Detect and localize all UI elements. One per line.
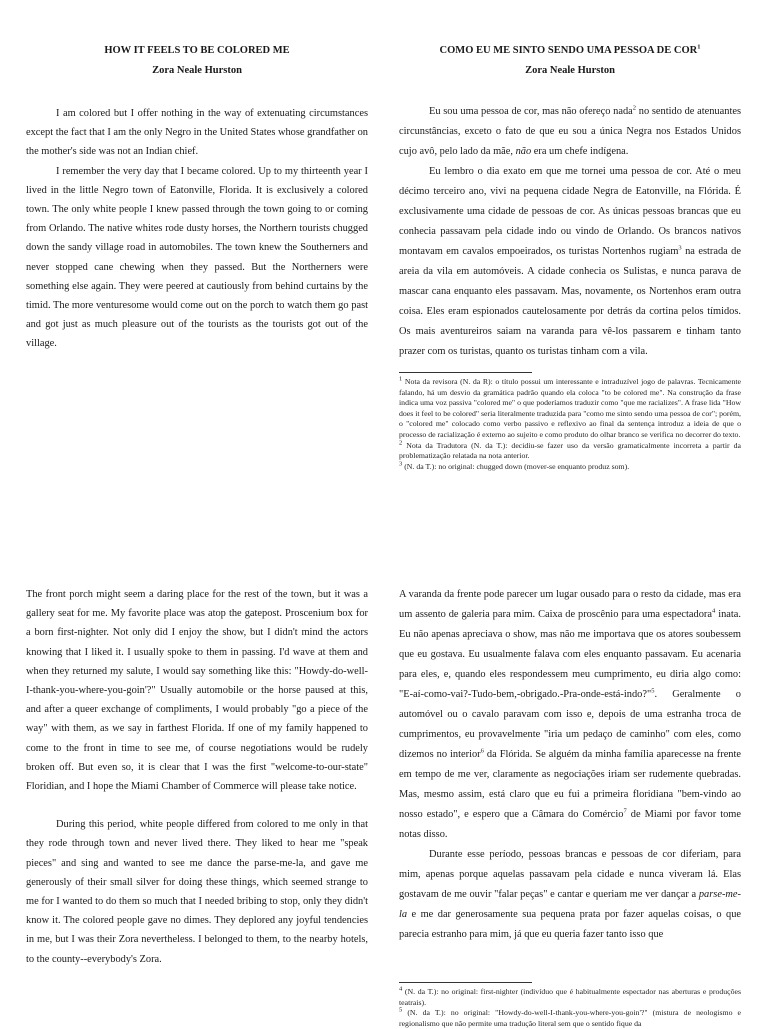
- footnote-ref-5: 5: [651, 687, 655, 695]
- footnote-2: $^2$ Nota da Tradutora (N. da T.): decidiu-se fazer uso da versão gramaticalmente incorreta a partir da problematização relatada na nota anterior.: [399, 438, 741, 461]
- portuguese-title: COMO EU ME SINTO SENDO UMA PESSOA DE COR$^1$: [439, 43, 701, 56]
- portuguese-paragraph-4: Durante esse período, pessoas brancas e pessoas de cor diferiam, para mim, apenas porque aquelas passavam pela cidade e nunca viveram lá. Elas gostavam de me ouvir "falar peças" e cantar e queriam me ver dançar a parse-me-la e me dar generosamente sua pequena prata por fazer aquelas coisas, o que parecia estranho para mim, já que eu queria fazer tanto isso que: [399, 849, 741, 940]
- footnote-4: $^4$ (N. da T.): no original: first-nighter (indivíduo que é habitualmente espectador nas aberturas e produções teatrais).: [399, 985, 741, 1007]
- footnote-ref-3: 3: [678, 244, 682, 252]
- english-paragraph-1: I am colored but I offer nothing in the way of extenuating circumstances except the fact that I am the only Negro in the United States whose grandfather on the mother's side was not an Indian chief.: [26, 108, 368, 158]
- footnote-3: $^3$ (N. da T.): no original: chugged down (mover-se enquanto produz som).: [399, 460, 630, 471]
- portuguese-column-bottom: [399, 585, 741, 945]
- footnote-ref-6: 6: [480, 747, 484, 755]
- english-paragraph-2: I remember the very day that I became colored. Up to my thirteenth year I lived in the little Negro town of Eatonville, Florida. It is exclusively a colored town. The only white people I knew passed through the town going to or coming from Orlando. The native whites rode dusty horses, the Northern tourists chugged down the sandy village road in automobiles. The town knew the Southerners and never stopped cane chewing when they passed. But the Northerners were something else again. They were peered at cautiously from behind curtains by the timid. The more venturesome would come out on the porch to watch them go past and got just as much pleasure out of the tourists as the tourists got out of the village.: [26, 165, 368, 350]
- footnote-ref-4: 4: [712, 607, 716, 615]
- portuguese-paragraph-3: A varanda da frente pode parecer um lugar ousado para o resto da cidade, mas era um assento de galeria para mim. Caixa de proscênio para uma espectadora$^4$ inata. Eu não apenas apreciava o show, mas não me importava que os atores soubessem que eu gostava. Eu usualmente falava com eles enquanto passavam. Eu acenaria para eles, e, quando eles respondessem meu cumprimento, eu diria algo como: "E-aí-como-vai?-Tudo-bem,-obrigado.-Pra-onde-está-indo?"$^5$. Geralmente o automóvel ou o cavalo paravam com isso e, depois de uma estranha troca de cumprimentos, eu provavelmente "iria um pedaço de caminho" com eles, como dizemos no interior$^6$ da Flórida. Se alguém da minha família aparecesse na frente em tempo de me ver, claramente as negociações iriam ser rudemente quebradas. Mas, mesmo assim, está claro que eu fui a primeira floridiana "bem-vindo ao nosso estado", e espero que a Câmara do Comércio$^7$ de Miami por favor tome notas disso.: [399, 589, 741, 840]
- english-title: HOW IT FEELS TO BE COLORED ME: [104, 45, 290, 56]
- footnote-1: $^1$ Nota da revisora (N. da R): o título possui um interessante e intraduzível jogo de palavras. Tecnicamente falando, há um desvio da gramática padrão quando ela coloca "to be colored me". Na construção da frase indica uma voz passiva "colored me" o que poderíamos traduzir como "que me racializes". A frase lida "How does it feel to be colored" seria literalmente traduzida para "como me sinto sendo uma pessoa de cor"; porém, o "colored me" colocado como verbo passivo e reflexivo ao final da sentença introduz a ideia de que o processo de racialização é externo ao sujeito e como produto do olhar branco se verifica no decorrer do texto.: [399, 375, 742, 439]
- footnote-ref-2: 2: [632, 104, 637, 112]
- portuguese-column-top: [399, 44, 741, 472]
- portuguese-paragraph-2: Eu lembro o dia exato em que me tornei uma pessoa de cor. Até o meu décimo terceiro ano, vivi na pequena cidade Negra de Eatonville, na Flórida. É exclusivamente uma cidade de pessoas de cor. As únicas pessoas brancas que eu conhecia passavam pela cidade indo ou vindo de Orlando. Os brancos nativos montavam em cavalos empoeirados, os turistas Nortenhos rugiam$^3$ na estrada de areia da vila em automóveis. A cidade conhecia os Sulistas, e nunca parava de mascar cana enquanto eles passavam. Mas, novamente, os Nortenhos eram outra coisa. Eles eram espionados cautelosamente por detrás da cortina pelos tímidos. Os mais aventureiros saiam na varanda para vê-los passarem e tinham tanto prazer com os turistas, quanto os turistas tinham com a vila.: [399, 166, 741, 357]
- footnote-ref-7: 7: [623, 807, 627, 815]
- portuguese-paragraph-1: Eu sou uma pessoa de cor, mas não ofereço nada$^2$ no sentido de atenuantes circunstâncias, exceto o fato de que eu sou a única Negra nos Estados Unidos cujo avô, pelo lado da mãe, não era um chefe indígena.: [399, 104, 741, 157]
- english-paragraph-4: During this period, white people differed from colored to me only in that they rode through town and never lived there. They liked to hear me "speak pieces" and sing and wanted to see me dance the parse-me-la, and gave me generously of their small silver for doing these things, which seemed strange to me for I wanted to do them so much that I needed bribing to stop, only they didn't know it. The colored people gave no dimes. They deplored any joyful tendencies in me, but I was their Zora nevertheless. I belonged to them, to the nearby hotels, to the county--everybody's Zora.: [26, 819, 368, 965]
- english-column-bottom: [26, 585, 368, 969]
- footnote-divider-bottom: [399, 982, 532, 983]
- footnotes-top: [399, 377, 741, 472]
- english-column-top: [26, 44, 368, 354]
- footnote-ref-1: 1: [697, 43, 701, 51]
- footnote-divider: [399, 372, 532, 373]
- footnote-5: $^5$ (N. da T.): no original: "Howdy-do-well-I-thank-you-where-you-goin'?" (mistura de neologismo e regionalismo que não permite uma tradução literal sem que o sentido fique da: [399, 1006, 742, 1028]
- english-author: Zora Neale Hurston: [152, 65, 242, 76]
- portuguese-author: Zora Neale Hurston: [525, 65, 615, 76]
- english-paragraph-3: The front porch might seem a daring place for the rest of the town, but it was a gallery seat for me. My favorite place was atop the gatepost. Proscenium box for a born first-nighter. Not only did I enjoy the show, but I didn't mind the actors knowing that I liked it. I usually spoke to them in passing. I'd wave at them and when they returned my salute, I would say something like this: "Howdy-do-well-I-thank-you-where-you-goin'?" Usually automobile or the horse paused at this, and after a queer exchange of compliments, I would probably "go a piece of the way" with them, as we say in farthest Florida. If one of my family happened to come to the front in time to see me, of course negotiations would be rudely broken off. But even so, it is clear that I was the first "welcome-to-our-state" Floridian, and I hope the Miami Chamber of Commerce will please take notice.: [26, 589, 368, 793]
- footnotes-bottom: [399, 982, 741, 1029]
